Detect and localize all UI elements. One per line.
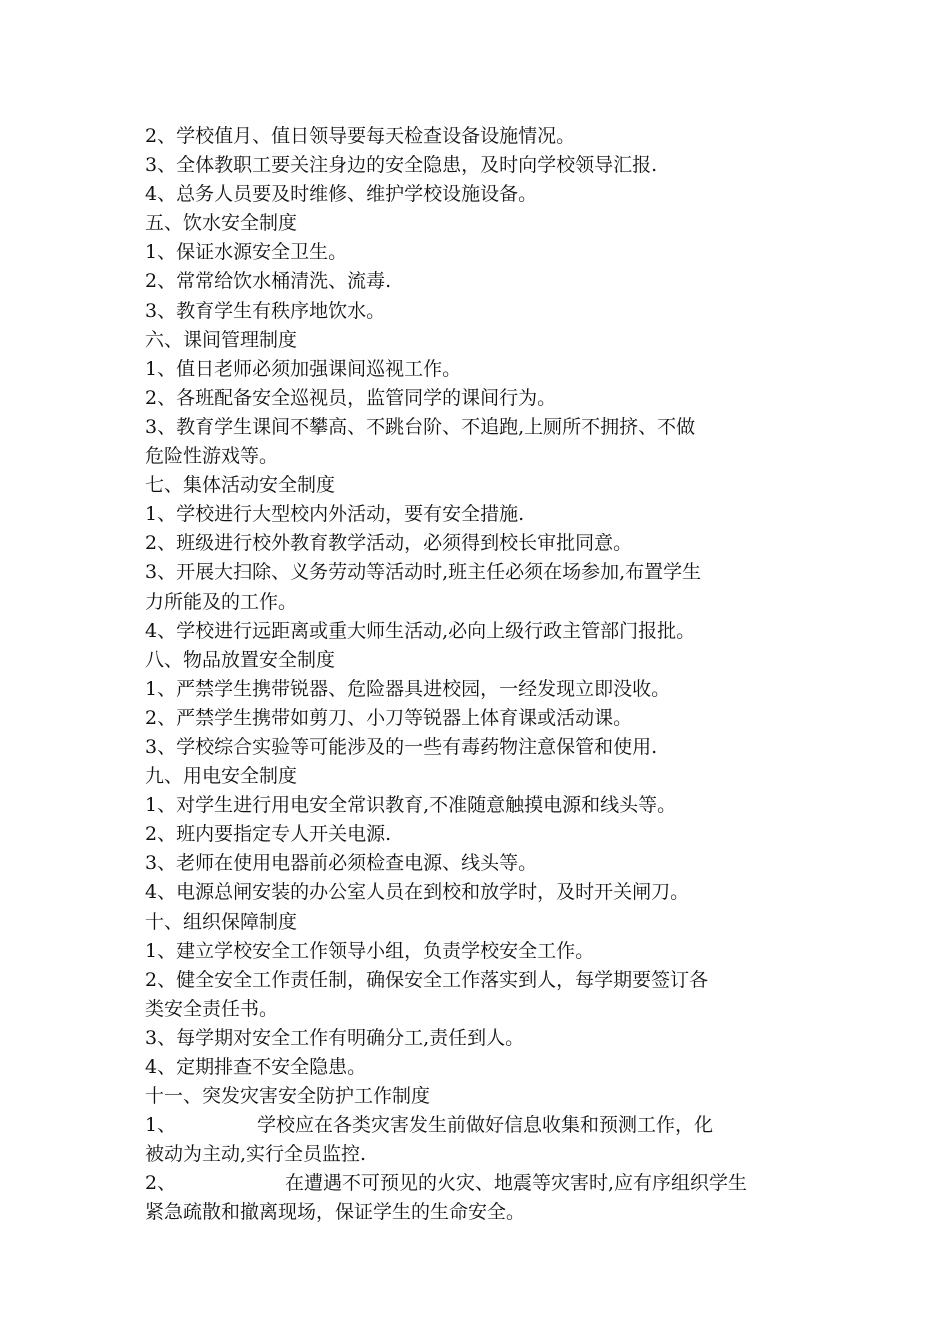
text-line: 紧急疏散和撤离现场，保证学生的生命安全。: [145, 1201, 526, 1224]
section-heading: 七、集体活动安全制度: [145, 474, 336, 497]
section-heading: 五、饮水安全制度: [145, 212, 298, 235]
text-line: 1、严禁学生携带锐器、危险器具进校园，一经发现立即没收。: [145, 677, 671, 700]
text-line: 2、健全安全工作责任制，确保安全工作落实到人，每学期要签订各: [145, 968, 709, 991]
text-line: 4、定期排查不安全隐患。: [145, 1056, 367, 1078]
text-line: 2、严禁学生携带如剪刀、小刀等锐器上体育课或活动课。: [145, 706, 633, 729]
item-number: 2、: [145, 1172, 177, 1195]
list-item: [145, 1111, 810, 1140]
section-heading: 十、组织保障制度: [145, 910, 298, 933]
text-line: 4、学校进行远距离或重大师生活动,必向上级行政主管部门报批。: [145, 619, 696, 642]
text-line: 1、学校进行大型校内外活动，要有安全措施.: [145, 503, 525, 526]
text-line: 2、各班配备安全巡视员，监管同学的课间行为。: [145, 386, 557, 409]
item-text: 学校应在各类灾害发生前做好信息收集和预测工作，化: [257, 1114, 714, 1137]
document-body: [145, 122, 810, 1228]
text-line: 1、建立学校安全工作领导小组，负责学校安全工作。: [145, 939, 595, 962]
text-line: 3、开展大扫除、义务劳动等活动时,班主任必须在场参加,布置学生: [145, 561, 702, 584]
item-number: 1、: [145, 1114, 177, 1137]
text-line: 3、学校综合实验等可能涉及的一些有毒药物注意保管和使用.: [145, 735, 658, 758]
item-text: 在遭遇不可预见的火灾、地震等灾害时,应有序组织学生: [285, 1172, 748, 1195]
text-line: 2、学校值月、值日领导要每天检查设备设施情况。: [145, 125, 576, 147]
text-line: 力所能及的工作。: [145, 590, 298, 613]
text-line: 4、电源总闸安装的办公室人员在到校和放学时，及时开关闸刀。: [145, 881, 690, 904]
text-line: 4、总务人员要及时维修、维护学校设施设备。: [145, 183, 538, 206]
text-line: 1、对学生进行用电安全常识教育,不准随意触摸电源和线头等。: [145, 794, 677, 817]
text-line: 3、教育学生有秩序地饮水。: [145, 299, 386, 322]
text-line: 被动为主动,实行全员监控.: [145, 1143, 367, 1166]
text-line: 危险性游戏等。: [145, 445, 279, 468]
section-heading: 九、用电安全制度: [145, 765, 298, 788]
text-line: 3、每学期对安全工作有明确分工,责任到人。: [145, 1026, 525, 1049]
text-line: 2、班级进行校外教育教学活动，必须得到校长审批同意。: [145, 532, 633, 555]
text-line: 3、老师在使用电器前必须检查电源、线头等。: [145, 852, 538, 875]
list-item: [145, 1169, 810, 1198]
text-line: 2、常常给饮水桶清洗、流毒.: [145, 270, 392, 293]
text-line: 3、教育学生课间不攀高、不跳台阶、不追跑,上厕所不拥挤、不做: [145, 415, 696, 438]
section-heading: 六、课间管理制度: [145, 328, 298, 351]
section-heading: 八、物品放置安全制度: [145, 648, 336, 671]
text-line: 1、保证水源安全卫生。: [145, 241, 348, 264]
text-line: 3、全体教职工要关注身边的安全隐患，及时向学校领导汇报.: [145, 154, 658, 177]
text-line: 1、值日老师必须加强课间巡视工作。: [145, 357, 462, 380]
text-line: 类安全责任书。: [145, 997, 279, 1020]
section-heading: 十一、突发灾害安全防护工作制度: [145, 1085, 431, 1108]
text-line: 2、班内要指定专人开关电源.: [145, 823, 392, 846]
